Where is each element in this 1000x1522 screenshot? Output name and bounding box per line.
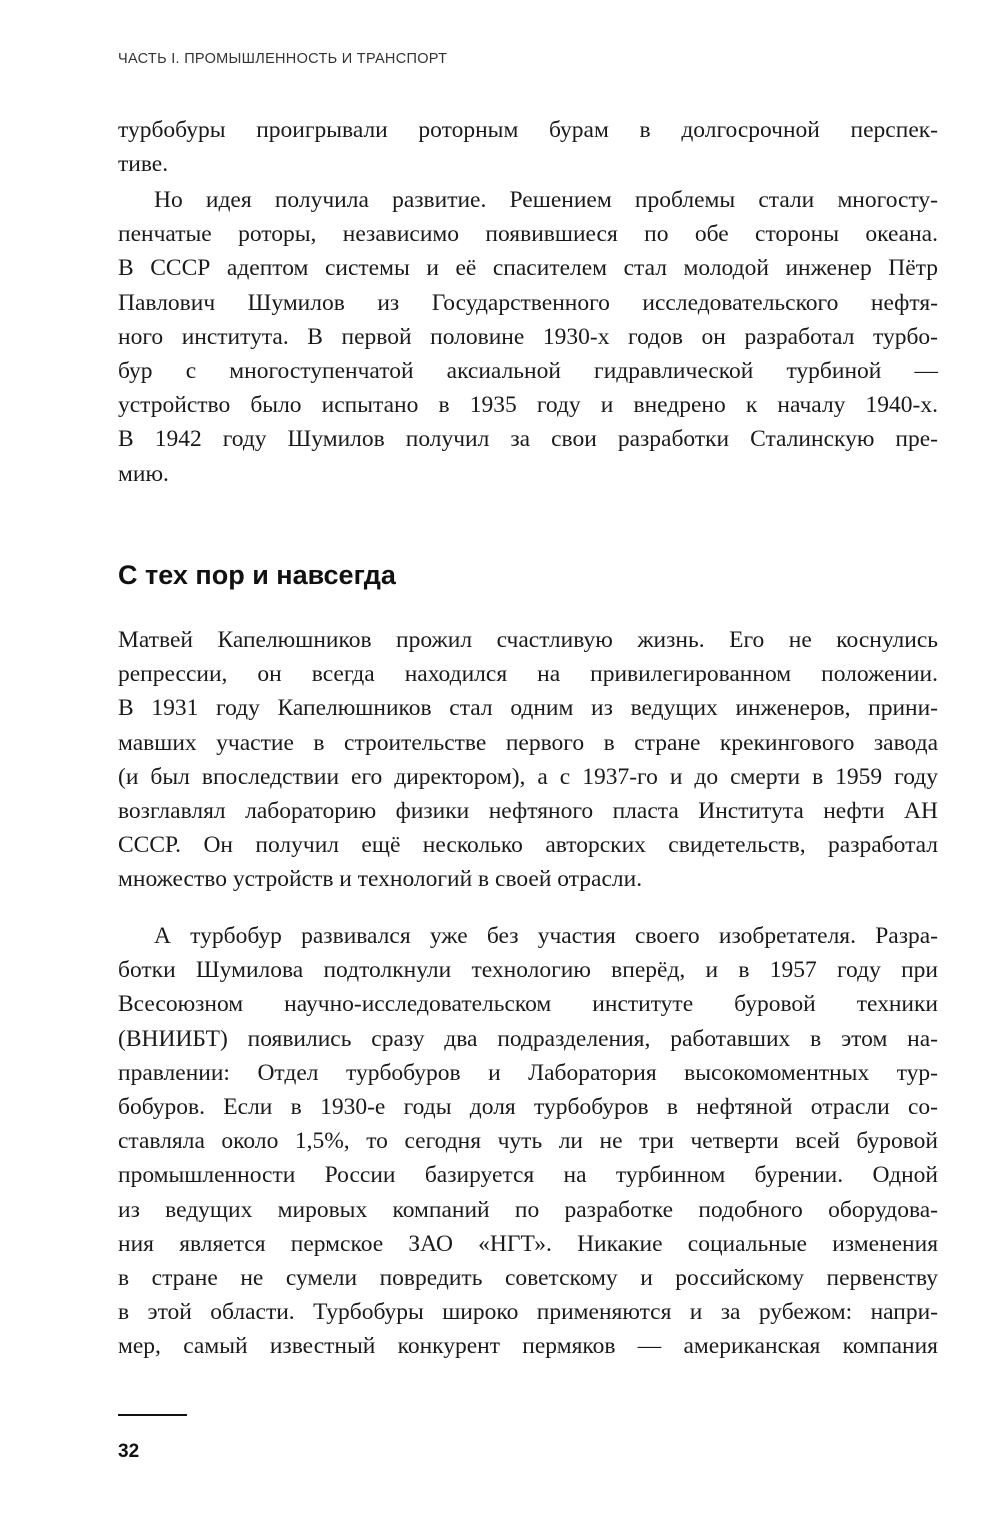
text-line: В СССР адептом системы и её спасителем стал молодой инженер Пётр	[118, 255, 938, 282]
text-line: турбобуры проигрывали роторным бурам в долгосрочной перспек-	[118, 117, 938, 143]
text-line: множество устройств и технологий в своей отрасли.	[118, 866, 643, 893]
text-line: ного института. В первой половине 1930-х годов он разработал турбо-	[118, 323, 938, 350]
text-line: бобуров. Если в 1930-е годы доля турбобуров в нефтяной отрасли со-	[118, 1094, 938, 1121]
text-line: В 1931 году Капелюшников стал одним из ведущих инженеров, прини-	[118, 695, 938, 722]
text-line: возглавлял лабораторию физики нефтяного пласта Института нефти АН	[118, 798, 938, 825]
text-line: мавших участие в строительстве первого в стране крекингового завода	[118, 729, 938, 756]
text-line: ставляла около 1,5%, то сегодня чуть ли не три четверти всей буровой	[118, 1128, 938, 1155]
text-line: в стране не сумели повредить советскому и российскому первенству	[118, 1265, 938, 1292]
text-line: (и был впоследствии его директором), а с 1937-го и до смерти в 1959 году	[118, 763, 938, 790]
text-line: из ведущих мировых компаний по разработке подобного оборудова-	[118, 1196, 938, 1223]
text-line: правлении: Отдел турбобуров и Лаборатория высокомоментных тур-	[118, 1059, 938, 1086]
text-line: Павлович Шумилов из Государственного исследовательского нефтя-	[118, 289, 938, 316]
page-number: 32	[118, 1441, 140, 1462]
paragraph-4	[118, 919, 938, 1364]
text-line: СССР. Он получил ещё несколько авторских свидетельств, разработал	[118, 832, 938, 859]
text-line: Всесоюзном научно-исследовательском институте буровой техники	[118, 991, 938, 1018]
section-heading: С тех пор и навсегда	[118, 560, 396, 590]
text-line: репрессии, он всегда находился на привилегированном положении.	[118, 661, 938, 688]
running-head: ЧАСТЬ I. ПРОМЫШЛЕННОСТЬ И ТРАНСПОРТ	[118, 51, 448, 67]
paragraph-3	[118, 623, 938, 897]
footnote-rule	[118, 1414, 187, 1416]
text-line: мию.	[118, 460, 169, 487]
text-line: в этой области. Турбобуры широко применяются и за рубежом: напри-	[118, 1299, 938, 1326]
text-line: бур с многоступенчатой аксиальной гидравлической турбиной —	[118, 358, 938, 385]
text-line: В 1942 году Шумилов получил за свои разработки Сталинскую пре-	[118, 426, 938, 453]
text-line: тиве.	[118, 151, 169, 178]
text-line: ботки Шумилова подтолкнули технологию вперёд, и в 1957 году при	[118, 957, 938, 984]
text-line: устройство было испытано в 1935 году и внедрено к началу 1940-х.	[118, 392, 938, 419]
paragraph-2	[118, 183, 938, 491]
paragraph-1	[118, 113, 938, 181]
text-line: промышленности России базируется на турбинном бурении. Одной	[118, 1162, 938, 1189]
text-line: пенчатые роторы, независимо появившиеся по обе стороны океана.	[118, 221, 938, 248]
text-line: мер, самый известный конкурент пермяков — американская компания	[118, 1333, 938, 1360]
text-line: А турбобур развивался уже без участия своего изобретателя. Разра-	[154, 923, 938, 949]
text-line: Матвей Капелюшников прожил счастливую жизнь. Его не коснулись	[118, 627, 938, 653]
text-line: Но идея получила развитие. Решением проблемы стали многосту-	[154, 187, 938, 213]
text-line: (ВНИИБТ) появились сразу два подразделения, работавших в этом на-	[118, 1025, 938, 1052]
text-line: ния является пермское ЗАО «НГТ». Никакие социальные изменения	[118, 1230, 938, 1257]
